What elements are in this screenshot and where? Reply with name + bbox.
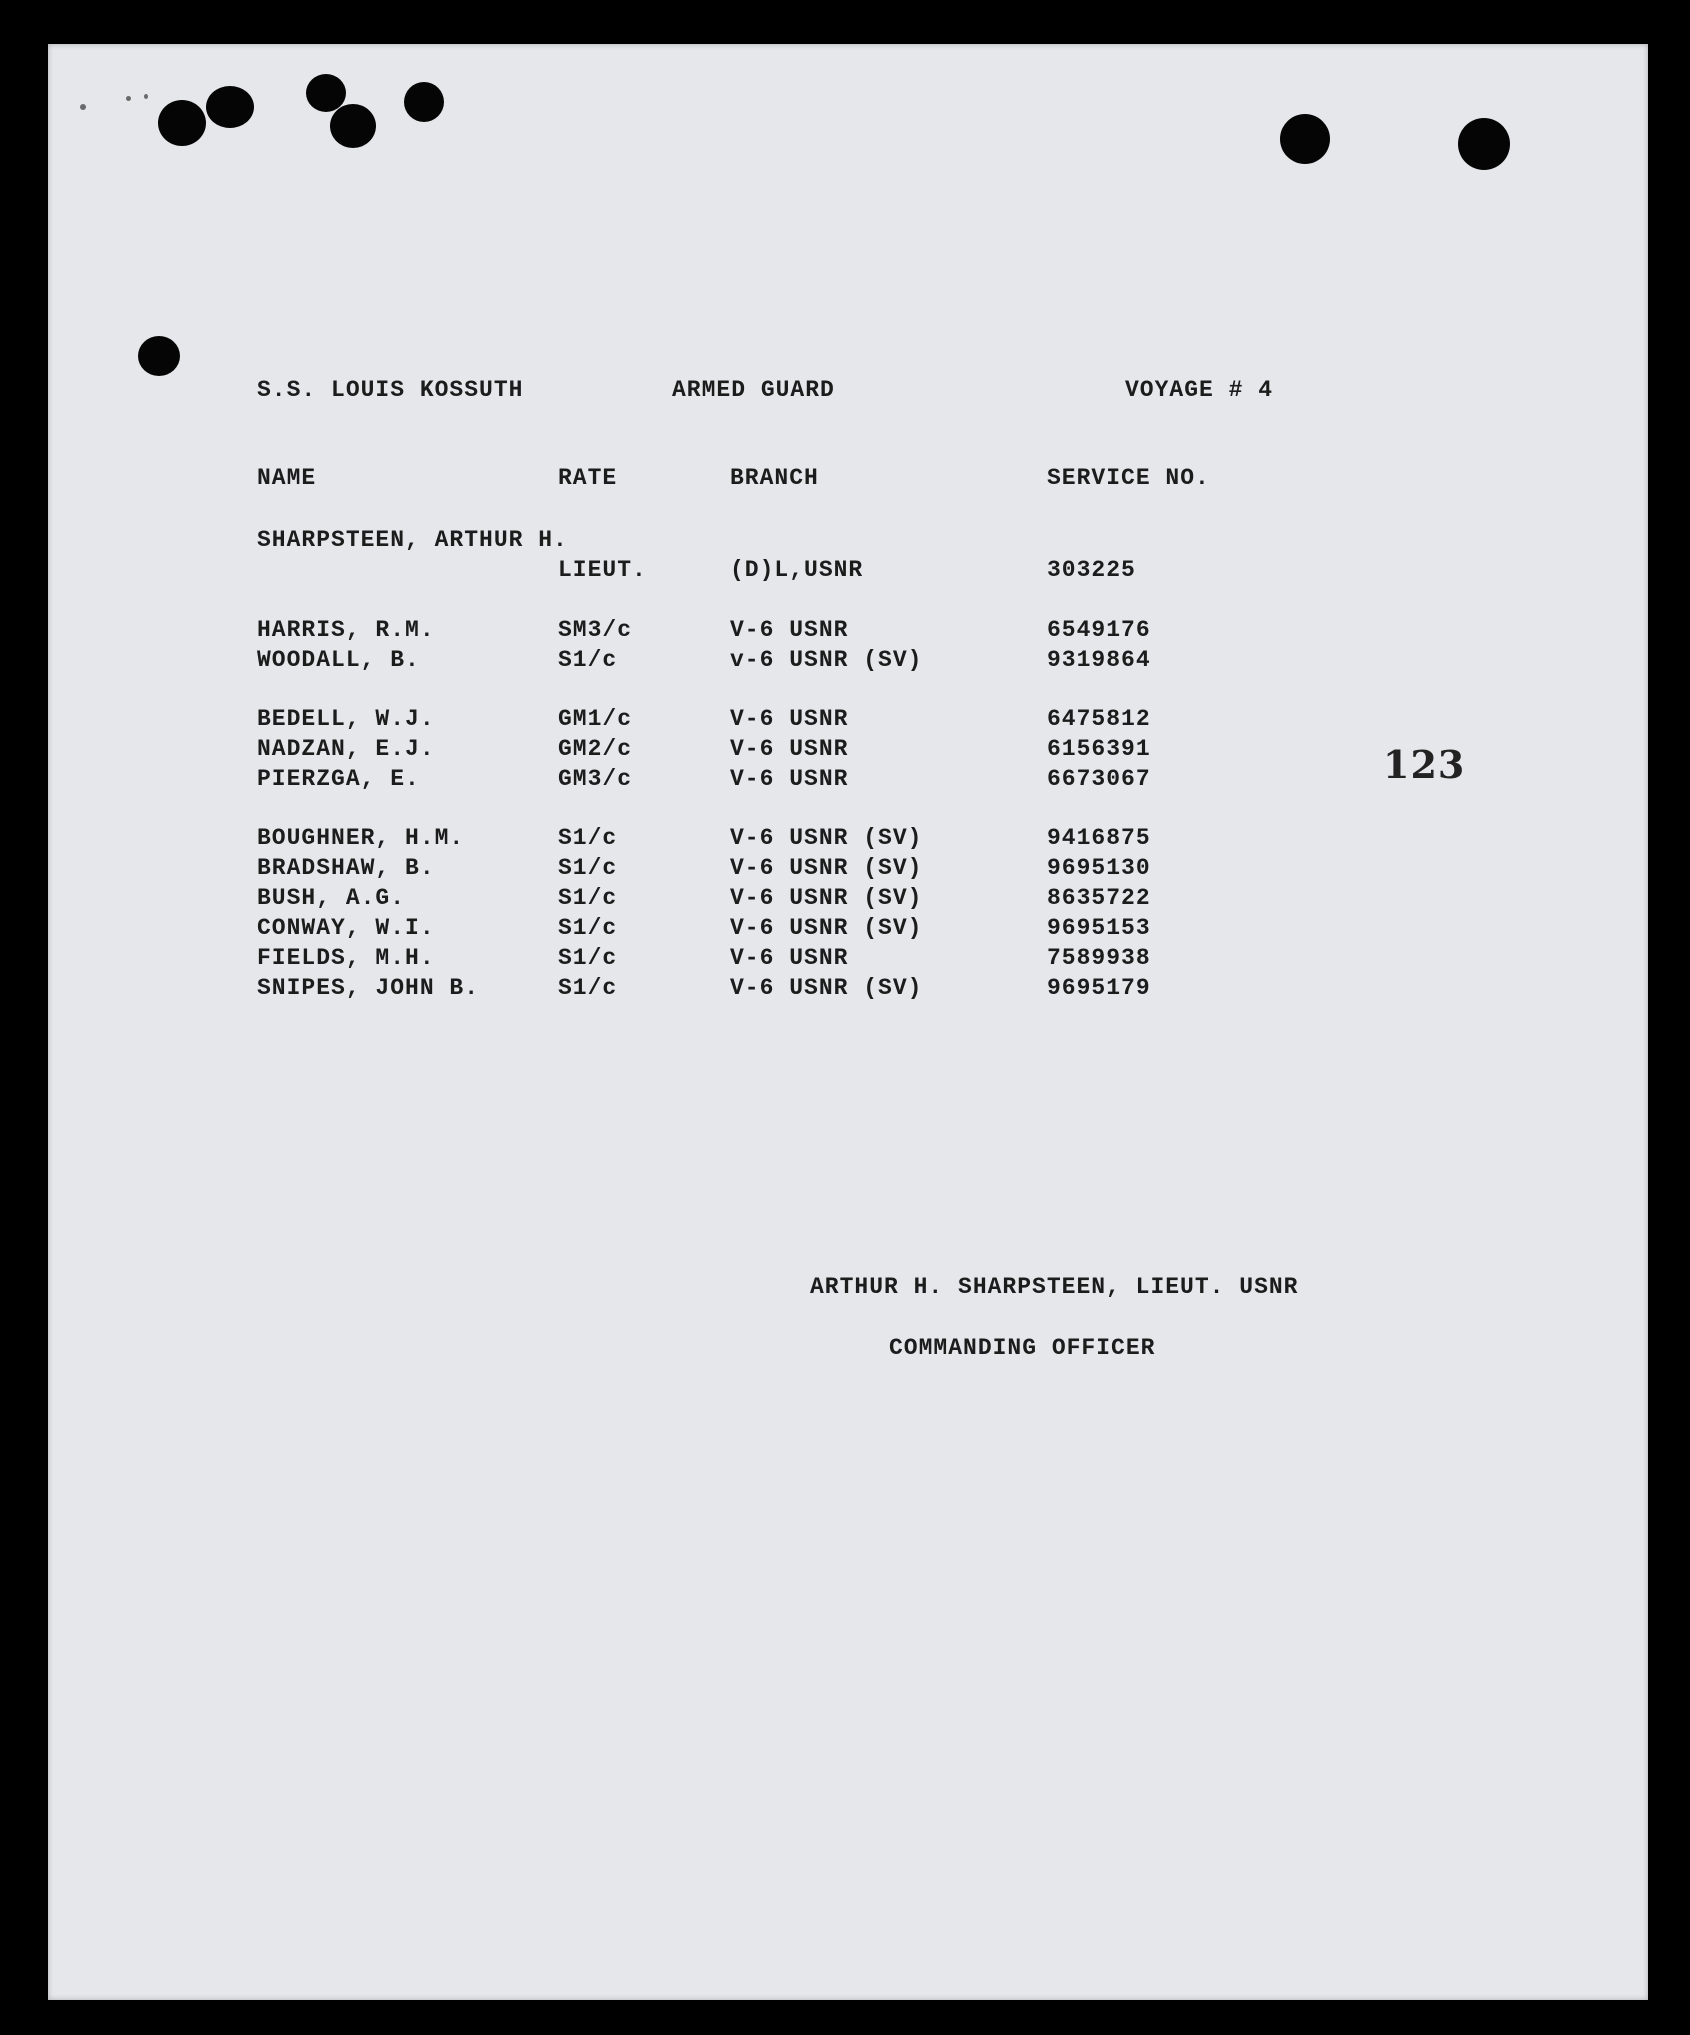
- punch-hole: [1280, 114, 1330, 164]
- crew-rate: S1/c: [558, 825, 618, 851]
- speck: [144, 94, 148, 99]
- crew-branch: v-6 USNR (SV): [730, 647, 923, 673]
- punch-hole: [158, 100, 206, 146]
- crew-rate: S1/c: [558, 885, 618, 911]
- crew-name: BUSH, A.G.: [257, 885, 406, 911]
- crew-branch: V-6 USNR (SV): [730, 885, 923, 911]
- crew-branch: V-6 USNR (SV): [730, 915, 923, 941]
- officer-name: SHARPSTEEN, ARTHUR H.: [257, 527, 568, 553]
- crew-rate: S1/c: [558, 915, 618, 941]
- crew-service-no: 9695179: [1047, 975, 1151, 1001]
- column-header-branch: BRANCH: [730, 465, 819, 491]
- punch-hole: [138, 336, 180, 376]
- punch-hole: [330, 104, 376, 148]
- crew-branch: V-6 USNR (SV): [730, 855, 923, 881]
- crew-branch: V-6 USNR: [730, 706, 849, 732]
- crew-service-no: 9695130: [1047, 855, 1151, 881]
- crew-name: FIELDS, M.H.: [257, 945, 435, 971]
- crew-rate: S1/c: [558, 647, 618, 673]
- crew-name: WOODALL, B.: [257, 647, 420, 673]
- punch-hole: [206, 86, 254, 128]
- crew-service-no: 8635722: [1047, 885, 1151, 911]
- crew-name: CONWAY, W.I.: [257, 915, 435, 941]
- officer-branch: (D)L,USNR: [730, 557, 864, 583]
- crew-service-no: 6475812: [1047, 706, 1151, 732]
- crew-name: BOUGHNER, H.M.: [257, 825, 465, 851]
- page-number-stamp: 123: [1383, 742, 1466, 787]
- crew-name: BRADSHAW, B.: [257, 855, 435, 881]
- crew-branch: V-6 USNR (SV): [730, 825, 923, 851]
- crew-rate: GM3/c: [558, 766, 633, 792]
- crew-service-no: 7589938: [1047, 945, 1151, 971]
- crew-name: PIERZGA, E.: [257, 766, 420, 792]
- crew-service-no: 6549176: [1047, 617, 1151, 643]
- speck: [80, 104, 86, 110]
- punch-hole: [1458, 118, 1510, 170]
- paper-sheet: [48, 44, 1648, 2000]
- crew-branch: V-6 USNR: [730, 766, 849, 792]
- crew-rate: SM3/c: [558, 617, 633, 643]
- crew-branch: V-6 USNR: [730, 945, 849, 971]
- crew-branch: V-6 USNR: [730, 736, 849, 762]
- crew-service-no: 6156391: [1047, 736, 1151, 762]
- speck: [126, 96, 131, 101]
- crew-service-no: 9319864: [1047, 647, 1151, 673]
- crew-service-no: 9695153: [1047, 915, 1151, 941]
- crew-rate: S1/c: [558, 945, 618, 971]
- signature-title: COMMANDING OFFICER: [889, 1335, 1156, 1361]
- crew-branch: V-6 USNR: [730, 617, 849, 643]
- ship-name: S.S. LOUIS KOSSUTH: [257, 377, 524, 403]
- punch-hole: [404, 82, 444, 122]
- officer-service-no: 303225: [1047, 557, 1136, 583]
- crew-name: NADZAN, E.J.: [257, 736, 435, 762]
- crew-name: SNIPES, JOHN B.: [257, 975, 480, 1001]
- crew-rate: GM2/c: [558, 736, 633, 762]
- voyage-number: VOYAGE # 4: [1125, 377, 1274, 403]
- unit-name: ARMED GUARD: [672, 377, 835, 403]
- crew-name: BEDELL, W.J.: [257, 706, 435, 732]
- crew-rate: S1/c: [558, 855, 618, 881]
- crew-service-no: 6673067: [1047, 766, 1151, 792]
- crew-service-no: 9416875: [1047, 825, 1151, 851]
- crew-branch: V-6 USNR (SV): [730, 975, 923, 1001]
- crew-rate: GM1/c: [558, 706, 633, 732]
- officer-rate: LIEUT.: [558, 557, 647, 583]
- column-header-rate: RATE: [558, 465, 618, 491]
- crew-rate: S1/c: [558, 975, 618, 1001]
- column-header-service-no: SERVICE NO.: [1047, 465, 1210, 491]
- signature-name: ARTHUR H. SHARPSTEEN, LIEUT. USNR: [810, 1274, 1299, 1300]
- crew-name: HARRIS, R.M.: [257, 617, 435, 643]
- column-header-name: NAME: [257, 465, 317, 491]
